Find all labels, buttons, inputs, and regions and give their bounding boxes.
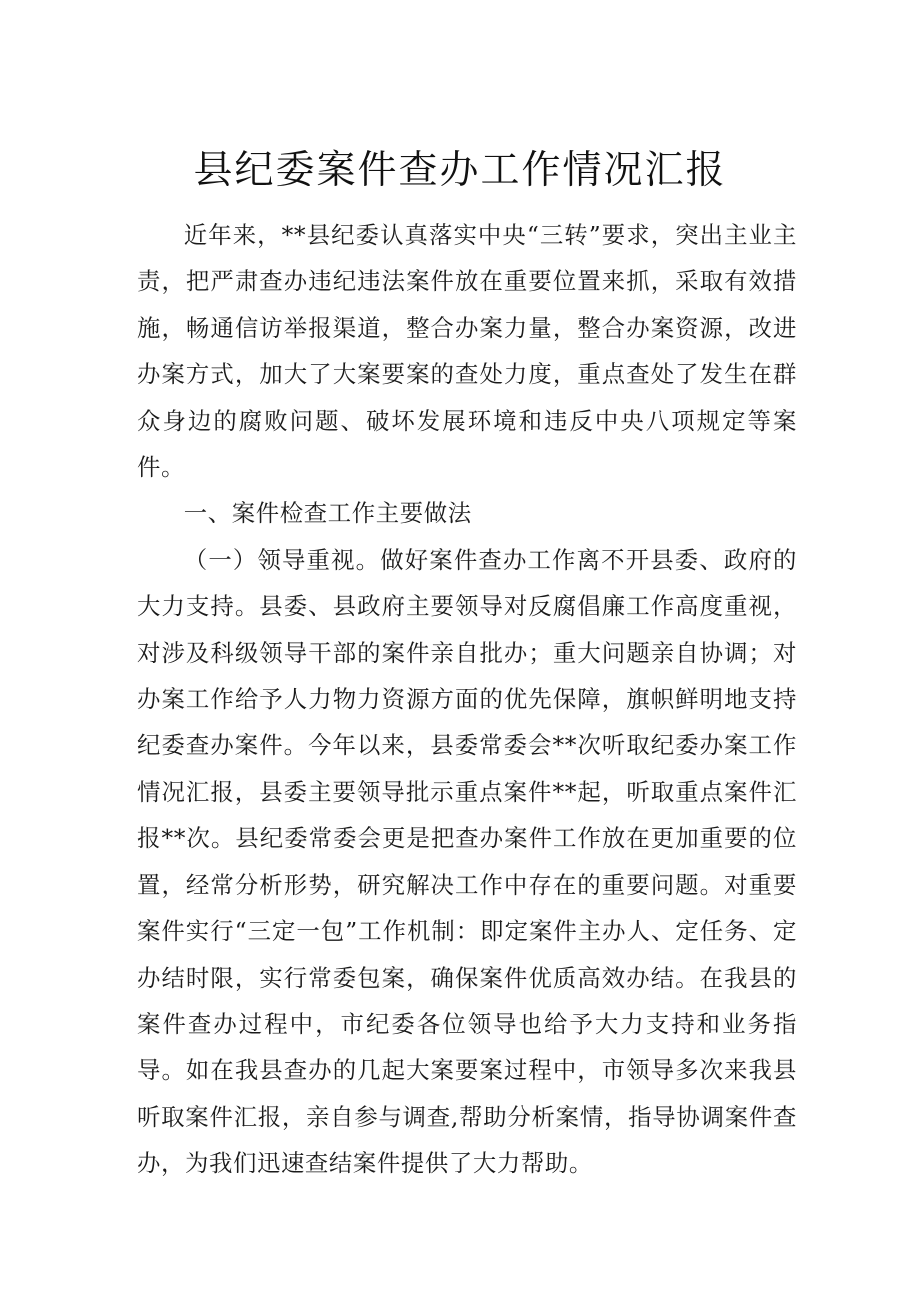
body-paragraph: （一）领导重视。做好案件查办工作离不开县委、政府的大力支持。县委、县政府主要领导对反腐倡廉工作高度重视，对涉及科级领导干部的案件亲自批办；重大问题亲自协调；对办案工作给予人力物力资源方面的优先保障，旗帜鲜明地支持纪委查办案件。今年以来，县委常委会**次听取纪委办案工作情况汇报，县委主要领导批示重点案件**起，听取重点案件汇报**次。县纪委常委会更是把查办案件工作放在更加重要的位置，经常分析形势，研究解决工作中存在的重要问题。对重要案件实行“三定一包”工作机制：即定案件主办人、定任务、定办结时限，实行常委包案，确保案件优质高效办结。在我县的案件查办过程中，市纪委各位领导也给予大力支持和业务指导。如在我县查办的几起大案要案过程中，市领导多次来我县听取案件汇报，亲自参与调查,帮助分析案情，指导协调案件查办，为我们迅速查结案件提供了大力帮助。 [137, 545, 797, 1178]
section-heading: 一、案件检查工作主要做法 [183, 499, 472, 528]
document-title: 县纪委案件查办工作情况汇报 [193, 148, 727, 193]
intro-paragraph: 近年来，**县纪委认真落实中央“三转”要求，突出主业主责，把严肃查办违纪违法案件放在重要位置来抓，采取有效措施，畅通信访举报渠道，整合办案力量，整合办案资源，改进办案方式，加大了大案要案的查处力度，重点查处了发生在群众身边的腐败问题、破坏发展环境和违反中央八项规定等案件。 [137, 221, 797, 482]
document-body [137, 212, 797, 1187]
